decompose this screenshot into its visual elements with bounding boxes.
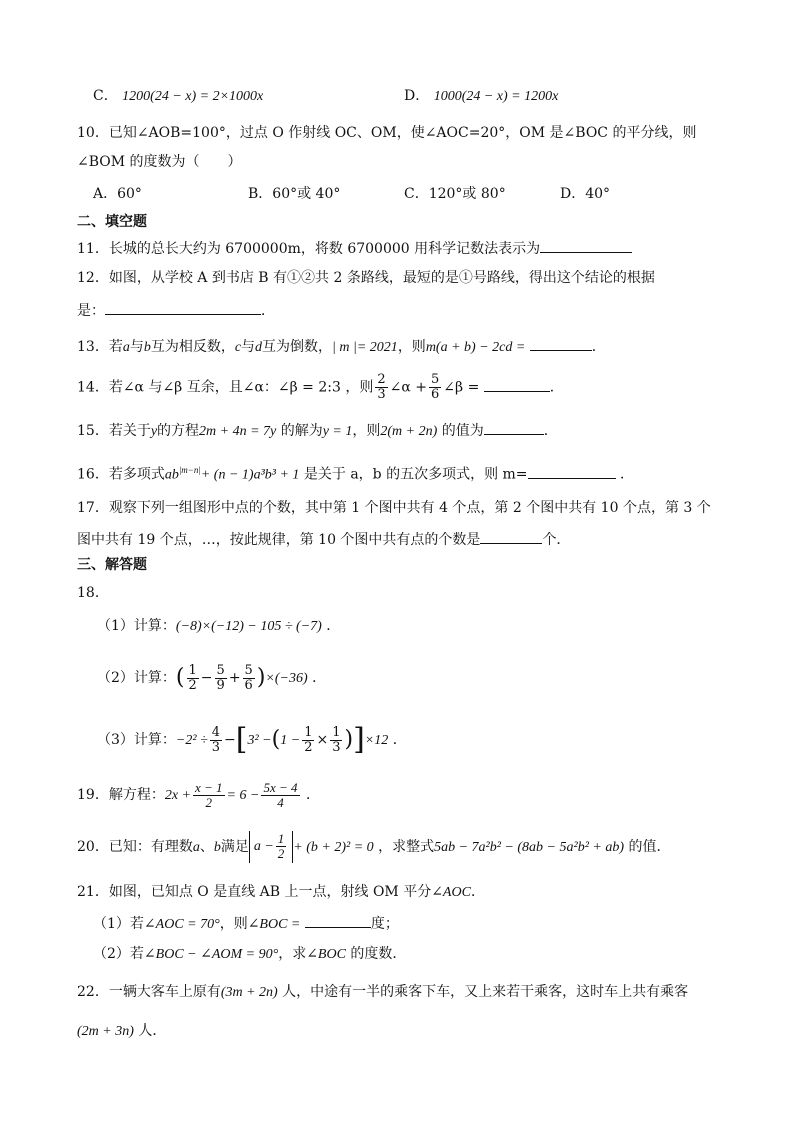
- q14-f2-den: 6: [431, 387, 440, 402]
- q18-p3-tail: ×12: [364, 733, 389, 748]
- q18-p2-tail: ×(−36): [265, 671, 308, 686]
- q20-fd: 2: [277, 846, 285, 862]
- q21-line1: 21．如图，已知点 O 是直线 AB 上一点，射线 OM 平分∠AOC．: [77, 884, 485, 900]
- q16-answer-blank: [528, 464, 616, 479]
- q13-t1: 与: [129, 339, 144, 355]
- q14-frac-5-6: [429, 373, 441, 402]
- q21-p2c: ，求: [278, 946, 307, 962]
- q14-mid: ∠α +: [389, 379, 428, 396]
- q20-abs-a: a −: [253, 839, 274, 854]
- q18-p3-rparen: ): [344, 727, 354, 752]
- section-fill-in-heading: 二、填空题: [77, 214, 147, 230]
- q13-var-a: a: [122, 340, 130, 355]
- q18-p1-expr: (−8)×(−12) − 105 ÷ (−7): [175, 619, 322, 634]
- q14-f2-num: 5: [431, 372, 440, 387]
- q13-t3: 与: [241, 339, 256, 355]
- q19: [77, 777, 320, 813]
- q9-c-label: C．: [93, 88, 118, 104]
- q22-line1b: 人，中途有一半的乘客下车，又上来若干乘客，这时车上共有乘客: [282, 984, 689, 1000]
- q18-p1-dot: ．: [326, 618, 341, 634]
- q16-base: ab: [164, 467, 179, 483]
- q16-end: ．: [620, 466, 634, 483]
- q13-t2: 互为相反数，: [150, 339, 235, 355]
- q9-option-d: [404, 86, 558, 107]
- q10-option-d: D．40°: [560, 186, 611, 202]
- q18-part3: （3）计算：−2² ÷ $\frac{4}{3}$ −[3² −(1 − $\frac{1}{2}$ × $\frac{1}{3}$ )]×12 ．: [97, 722, 407, 757]
- q18-p2-lparen: (: [175, 665, 185, 690]
- q12-line1: 12．如图，从学校 A 到书店 B 有①②共 2 条路线，最短的是①号路线，得出这个结论的根据: [77, 270, 655, 286]
- q18-p2-label: （2）计算：: [97, 670, 176, 686]
- q19-frac1: [193, 781, 225, 810]
- q20-t3: 的值．: [628, 839, 671, 855]
- q19-f2n: 5x − 4: [263, 779, 298, 795]
- q12-answer-blank: [105, 300, 261, 315]
- q14-f1-num: 2: [377, 372, 386, 387]
- q19-prefix: 19．解方程：: [77, 787, 165, 803]
- q9-d-expr: 1000(24 − x) = 1200x: [433, 89, 559, 104]
- q13-expr: m(a + b) − 2cd =: [425, 340, 526, 355]
- q21-part2: [93, 944, 406, 965]
- q15-t2: 的解为: [280, 423, 323, 439]
- q18-p1-label: （1）计算：: [97, 618, 176, 634]
- q18-p2-f3n: 5: [244, 662, 253, 678]
- q15-equation: 2m + 4n = 7y: [199, 424, 277, 439]
- q15: [77, 420, 558, 442]
- q18-p3-b: 3² −: [247, 733, 272, 748]
- q16: [77, 460, 634, 486]
- q22-line2b: 人．: [138, 1023, 167, 1039]
- q21-p1b: ∠AOC = 70°: [143, 917, 220, 932]
- q18-p3-f3d: 3: [332, 739, 341, 755]
- q18-part2: （2）计算：( $\frac{1}{2}$ − $\frac{5}{9}$ + $\frac{5}{6}$ )×(−36) ．: [97, 662, 327, 693]
- q18-p3-c: 1 −: [280, 733, 301, 748]
- q20-var-b: b: [213, 840, 221, 855]
- q21-p1e: 度；: [370, 916, 399, 932]
- q21-answer-blank: [305, 913, 371, 928]
- q22-line1: [77, 982, 688, 1003]
- q20: [77, 829, 670, 865]
- q14-tail: ∠β =: [443, 379, 480, 396]
- q21-p1a: （1）若: [93, 916, 144, 932]
- q18-part1: [97, 616, 340, 637]
- q18-p3-frac3: [330, 726, 342, 755]
- q14-prefix: 14．若∠α 与∠β 互余，且∠α：∠β = 2:3 ，则: [77, 379, 374, 396]
- q18-p3-a: −2² ÷: [175, 733, 208, 748]
- q12-line2-text: 是：: [77, 303, 105, 319]
- q15-t4: 的值为: [441, 423, 484, 439]
- q15-end: ．: [543, 423, 558, 439]
- q15-answer-blank: [484, 420, 544, 435]
- q13-prefix: 13．若: [77, 339, 123, 355]
- q16-prefix: 16．若多项式: [77, 466, 165, 483]
- q10-option-b: B．60°或 40°: [248, 186, 341, 202]
- q22-line1a: 22．一辆大客车上原有: [77, 984, 221, 1000]
- q18-p3-f2n: 1: [304, 724, 313, 740]
- q21-line1-text: 21．如图，已知点 O 是直线 AB 上一点，射线 OM 平分: [77, 884, 432, 900]
- q18-p3-label: （3）计算：: [97, 732, 176, 748]
- q18-p3-frac1: [210, 726, 222, 755]
- q17-answer-blank: [480, 529, 542, 544]
- q21-p2b: ∠BOC − ∠AOM = 90°: [143, 947, 279, 962]
- q19-f1n: x − 1: [195, 779, 223, 795]
- q15-expr: 2(m + 2n): [380, 424, 438, 439]
- q21-p2a: （2）若: [93, 946, 144, 962]
- q17-line1: 17．观察下列一组图形中点的个数，其中第 1 个图中共有 4 个点，第 2 个图中共有 10 个点，第 3 个: [77, 500, 711, 516]
- q20-abs-value: [249, 831, 293, 863]
- q15-t3: ，则: [352, 423, 381, 439]
- q21-part1: [93, 913, 399, 935]
- q18-p3-lparen: (: [271, 727, 281, 752]
- q18-p3-f1n: 4: [211, 724, 221, 740]
- q18-p2-f2d: 9: [216, 677, 225, 693]
- q21-p2e: 的度数．: [350, 946, 407, 962]
- q21-angle: ∠AOC: [431, 885, 471, 900]
- q13-end: ．: [591, 339, 606, 355]
- q18-p2-f1n: 1: [188, 662, 197, 678]
- q20-t1: 满足: [220, 839, 249, 855]
- q12-end: ．: [261, 303, 275, 319]
- q18-p3-lbracket: [: [235, 722, 248, 757]
- q20-frac: [276, 832, 287, 861]
- q18-p3-f3n: 1: [332, 724, 341, 740]
- q16-exponent: |m−n|: [178, 465, 201, 475]
- q10-option-c: C．120°或 80°: [404, 186, 506, 202]
- q19-e1: 2x +: [164, 788, 191, 803]
- q14-f1-den: 3: [377, 387, 386, 402]
- q18-p2-f2n: 5: [216, 662, 225, 678]
- q13-var-b: b: [143, 340, 151, 355]
- q9-option-c: [93, 86, 263, 107]
- q17-line2-text: 图中共有 19 个点，…，按此规律，第 10 个图中共有点的个数是: [77, 532, 481, 548]
- q19-e2: = 6 −: [226, 788, 260, 803]
- q20-prefix: 20．已知：有理数: [77, 839, 193, 855]
- q17-line2: [77, 529, 570, 550]
- q10-option-a: A．60°: [93, 186, 142, 202]
- q10-line2: ∠BOM 的度数为（ ）: [77, 154, 242, 170]
- q20-rest: + (b + 2)² = 0: [293, 840, 374, 855]
- q14-frac-2-3: [375, 373, 387, 402]
- q19-end: ．: [305, 787, 320, 803]
- q18-p2-dot: ．: [312, 670, 327, 686]
- q22-expr1: (3m + 2n): [220, 985, 278, 1000]
- q18-p2-f1d: 2: [188, 677, 197, 693]
- q14: [77, 373, 564, 402]
- q19-frac2: [261, 781, 299, 810]
- section-solve-heading: 三、解答题: [77, 557, 147, 573]
- q13-var-c: c: [234, 340, 242, 355]
- q13: [77, 336, 606, 358]
- q20-expr: 5ab − 7a²b² − (8ab − 5a²b² + ab): [434, 840, 625, 855]
- q20-t2: ，求整式: [378, 839, 435, 855]
- q20-var-a: a: [192, 840, 200, 855]
- q18-p3-frac2: [302, 726, 314, 755]
- q10-line1: 10．已知∠AOB=100°，过点 O 作射线 OC、OM，使∠AOC=20°，OM 是∠BOC 的平分线，则: [77, 125, 697, 141]
- q20-fn: 1: [277, 831, 285, 847]
- q15-prefix: 15．若关于: [77, 423, 151, 439]
- q11-text: 11．长城的总长大约为 6700000m，将数 6700000 用科学记数法表示为: [77, 241, 541, 257]
- q13-abs: | m |= 2021: [332, 340, 398, 355]
- q18-p3-f2d: 2: [304, 739, 313, 755]
- q21-p1c: ，则: [219, 916, 248, 932]
- q13-t5: ，则: [397, 339, 426, 355]
- q19-f2d: 4: [277, 794, 284, 810]
- q21-p2d: ∠BOC: [306, 947, 346, 962]
- q12-line2: [77, 300, 275, 321]
- q17-end: 个．: [542, 532, 571, 548]
- q18-number: 18．: [77, 585, 109, 601]
- q14-end: ．: [549, 379, 564, 396]
- q19-f1d: 2: [205, 794, 213, 810]
- q22-line2: [77, 1021, 166, 1042]
- q13-t4: 互为倒数，: [262, 339, 333, 355]
- q15-solution: y = 1: [322, 424, 353, 439]
- q18-p2-frac2: [215, 664, 227, 693]
- q21-p1d: ∠BOC =: [247, 917, 301, 932]
- q18-p2-frac3: [243, 664, 255, 693]
- q18-p3-rbracket: ]: [353, 722, 365, 757]
- q20-sep: 、: [199, 839, 214, 855]
- q22-expr2: (2m + 3n): [77, 1024, 134, 1039]
- q18-p2-frac1: [187, 664, 199, 693]
- q14-answer-blank: [484, 377, 550, 392]
- q18-p3-dot: ．: [392, 732, 407, 748]
- q11-answer-blank: [540, 238, 632, 253]
- q18-p2-f3d: 6: [244, 677, 253, 693]
- q9-d-label: D．: [404, 88, 430, 104]
- q11: [77, 238, 632, 259]
- q18-p3-f1d: 3: [211, 739, 221, 755]
- q18-p2-rparen: ): [256, 665, 266, 690]
- q13-var-d: d: [255, 340, 263, 355]
- q13-answer-blank: [530, 336, 592, 351]
- q9-c-expr: 1200(24 − x) = 2×1000x: [122, 89, 264, 104]
- q16-t1: 是关于 a，b 的五次多项式，则 m=: [303, 466, 528, 483]
- q16-rest: + (n − 1)a³b³ + 1: [200, 467, 300, 483]
- q15-t1: 的方程: [157, 423, 200, 439]
- q15-var-y: y: [150, 424, 158, 439]
